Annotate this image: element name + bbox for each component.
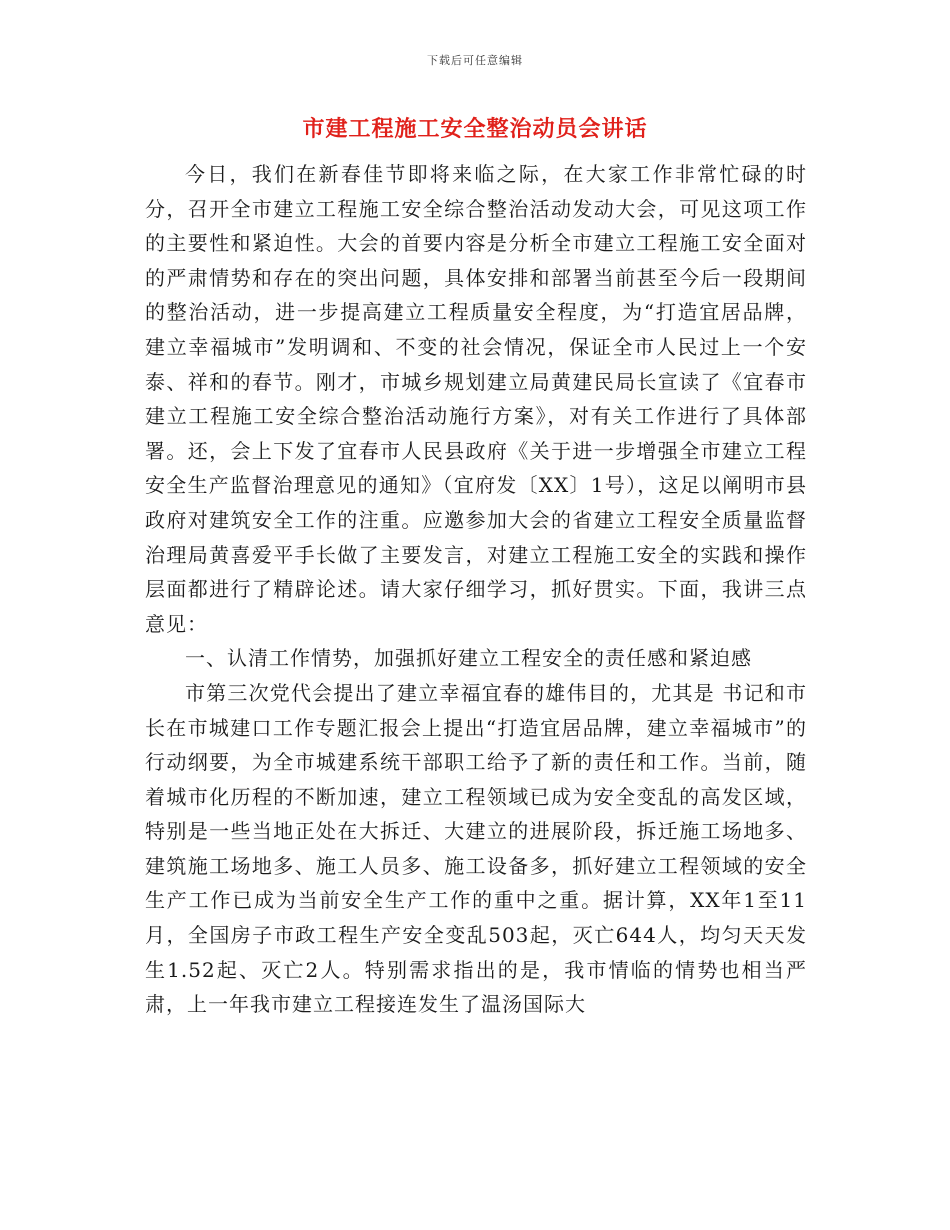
- document-title: 市建工程施工安全整治动员会讲话: [302, 116, 648, 142]
- document-body: [145, 157, 807, 1022]
- header-note: 下载后可任意编辑: [427, 54, 523, 67]
- section-heading-1: 一、认清工作情势，加强抓好建立工程安全的责任感和紧迫感: [185, 646, 752, 671]
- paragraph-intro: 今日，我们在新春佳节即将来临之际，在大家工作非常忙碌的时分，召开全市建立工程施工安全综合整治活动发动大会，可见这项工作的主要性和紧迫性。大会的首要内容是分析全市建立工程施工安全面对的严肃情势和存在的突出问题，具体安排和部署当前甚至今后一段期间的整治活动，进一步提高建立工程质量安全程度，为“打造宜居品牌，建立幸福城市”发明调和、不变的社会情况，保证全市人民过上一个安泰、祥和的春节。刚才，市城乡规划建立局黄建民局长宣读了《宜春市建立工程施工安全综合整治活动施行方案》，对有关工作进行了具体部署。还，会上下发了宜春市人民县政府《关于进一步增强全市建立工程安全生产监督治理意见的通知》（宜府发〔XX〕1号），这足以阐明市县政府对建筑安全工作的注重。应邀参加大会的省建立工程安全质量监督治理局黄喜爱平手长做了主要发言，对建立工程施工安全的实践和操作层面都进行了精辟论述。请大家仔细学习，抓好贯实。下面，我讲三点意见：: [145, 162, 807, 636]
- paragraph-section-1: 市第三次党代会提出了建立幸福宜春的雄伟目的，尤其是 书记和市长在市城建口工作专题汇报会上提出“打造宜居品牌，建立幸福城市”的行动纲要，为全市城建系统干部职工给予了新的责任和工作。当前，随着城市化历程的不断加速，建立工程领域已成为安全变乱的高发区域，特别是一些当地正处在大拆迁、大建立的进展阶段，拆迁施工场地多、建筑施工场地多、施工人员多、施工设备多，抓好建立工程领域的安全生产工作已成为当前安全生产工作的重中之重。据计算，XX年1至11月，全国房子市政工程生产安全变乱503起，灭亡644人，均匀天天发生1.52起、灭亡2人。特别需求指出的是，我市情临的情势也相当严肃，上一年我市建立工程接连发生了温汤国际大: [145, 680, 807, 1017]
